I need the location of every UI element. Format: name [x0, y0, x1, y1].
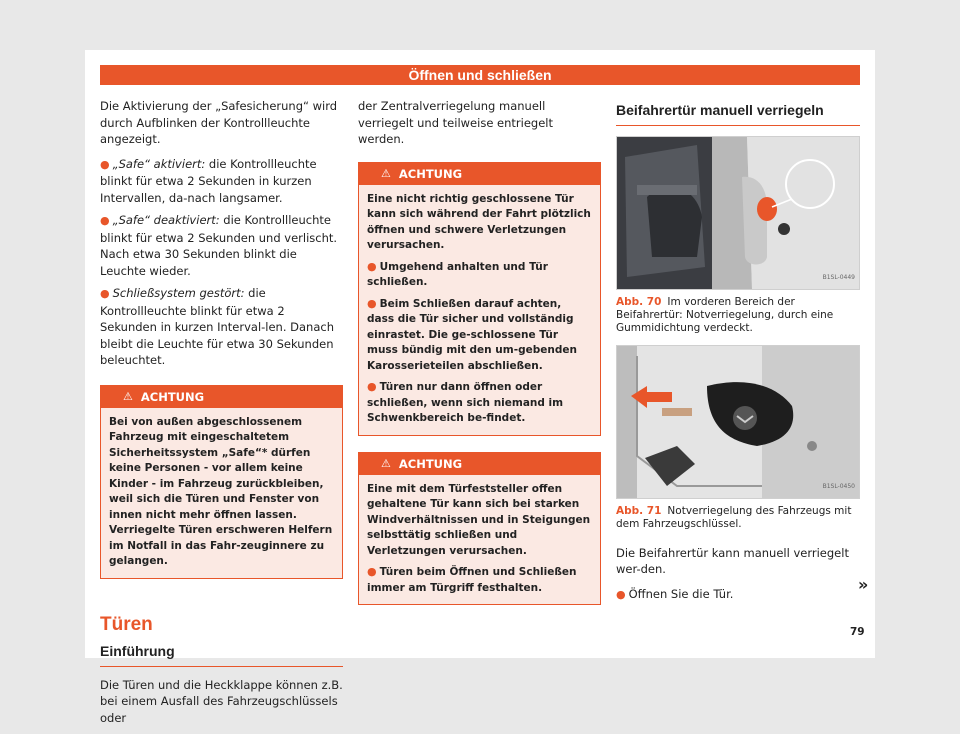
figure-label: Abb. 71 [616, 504, 662, 517]
intro-paragraph: der Zentralverriegelung manuell verriegelt und teilweise entriegelt werden. [358, 99, 553, 146]
warning-text: Bei von außen abgeschlossenem Fahrzeug mit eingeschaltetem Sicherheitssystem „Safe“* dürfen keine Personen - vor allem keine Kinder - im Fahrzeug zurückbleiben, weil sich die Türen und Fenster von innen nicht mehr öffnen lassen. Verriegelte Türen erschweren Helfern im Notfall in das Fahr-zeuginnere zu gelangen. [109, 415, 333, 567]
warning-header [359, 453, 600, 475]
warning-box-safe [100, 385, 343, 579]
column-middle [358, 98, 601, 605]
warning-triangle-icon: ⚠ [123, 389, 133, 403]
warning-body [359, 185, 600, 435]
intro-paragraph: Die Aktivierung der „Safesicherung“ wird durch Aufblinken der Kontrollleuchte angezeigt. [100, 99, 338, 146]
warning-triangle-icon: ⚠ [381, 166, 391, 180]
bullet-dot-icon: ● [367, 380, 377, 393]
warning-text: Eine mit dem Türfeststeller offen gehaltene Tür kann sich bei starken Windverhältnissen und in Steigungen selbsttätig schließen und Verletzungen verursachen. [367, 482, 591, 557]
warning-header [101, 386, 342, 408]
bullet-safe-deactivated [100, 212, 343, 279]
warning-box-door [358, 162, 601, 436]
bullet-text: die Kontrollleuchte blinkt für etwa 2 Sekunden in kurzen Intervallen, da-nach langsamer. [100, 156, 317, 205]
continue-marker: » [858, 575, 869, 594]
warning-box-door-holder [358, 452, 601, 606]
bullet-safe-activated [100, 156, 343, 207]
warning-title: ACHTUNG [398, 456, 463, 471]
bullet-dot-icon: ● [367, 259, 377, 273]
bullet-dot-icon: ● [100, 214, 110, 227]
bullet-term: „Safe“ aktiviert: [112, 156, 206, 171]
bullet-dot-icon: ● [100, 157, 110, 171]
figure-caption-text: Im vorderen Bereich der Beifahrertür: Notverriegelung, durch eine Gummidichtung verdeckt. [616, 295, 834, 334]
figure-code: B1SL-0450 [822, 483, 855, 490]
warning-body [359, 475, 600, 605]
step-text: Öffnen Sie die Tür. [628, 586, 734, 601]
door-interior-illustration [617, 137, 859, 289]
column-right [616, 98, 860, 609]
figure-code: B1SL-0449 [822, 274, 855, 281]
bullet-dot-icon: ● [367, 296, 377, 310]
warning-bullet: ● Beim Schließen darauf achten, dass die Tür sicher und vollständig einrastet. Die ge-schlossene Tür muss bündig mit den um-gebenden Karosserieteilen abschließen. [367, 296, 577, 372]
figure-caption [616, 296, 860, 335]
step-bullet [616, 586, 860, 604]
bullet-term: Schließsystem gestört: [112, 286, 245, 300]
warning-title: ACHTUNG [398, 166, 463, 181]
body-paragraph: Die Beifahrertür kann manuell verriegelt wer-den. [616, 545, 849, 576]
figure-door-lock-photo [616, 136, 860, 290]
warning-bullet: ● Türen beim Öffnen und Schließen immer am Türgriff festhalten. [367, 565, 577, 594]
figure-label: Abb. 70 [616, 295, 662, 308]
warning-triangle-icon: ⚠ [381, 456, 391, 470]
warning-body [101, 408, 342, 578]
page-number: 79 [850, 626, 865, 638]
bullet-text: die Kontrollleuchte blinkt für etwa 2 Sekunden und verlischt. Nach etwa 30 Sekunden blinkt die Leuchte wieder. [100, 213, 338, 278]
bullet-dot-icon: ● [100, 287, 110, 300]
warning-text: Eine nicht richtig geschlossene Tür kann sich während der Fahrt plötzlich öffnen und schwere Verletzungen verursachen. [367, 192, 591, 251]
key-in-lock-illustration [617, 346, 859, 498]
warning-bullet: ● Umgehend anhalten und Tür schließen. [367, 259, 548, 288]
bullet-dot-icon: ● [616, 587, 626, 601]
column-left [100, 98, 343, 734]
section-title: Türen [100, 613, 153, 635]
figure-caption-text: Notverriegelung des Fahrzeugs mit dem Fahrzeugschlüssel. [616, 504, 852, 530]
warning-header [359, 163, 600, 185]
bullet-term: „Safe“ deaktiviert: [112, 213, 220, 227]
outro-paragraph: Die Türen und die Heckklappe können z.B. bei einem Ausfall des Fahrzeugschlüssels oder [100, 677, 343, 725]
page-header: Öffnen und schließen [100, 65, 860, 85]
section-title-passenger-door: Beifahrertür manuell verriegeln [616, 98, 860, 126]
figure-key-lock-photo [616, 345, 860, 499]
figure-caption [616, 505, 860, 531]
bullet-text: die Kontrollleuchte blinkt für etwa 2 Sekunden in kurzen Interval-len. Danach bleibt die Leuchte für etwa 30 Sekunden beleuchtet. [100, 286, 335, 367]
warning-bullet: ● Türen nur dann öffnen oder schließen, wenn sich niemand im Schwenkbereich be-findet. [367, 380, 564, 424]
bullet-dot-icon: ● [367, 565, 377, 578]
subsection-title: Einführung [100, 643, 343, 667]
bullet-system-fault [100, 285, 343, 369]
warning-title: ACHTUNG [140, 389, 205, 404]
